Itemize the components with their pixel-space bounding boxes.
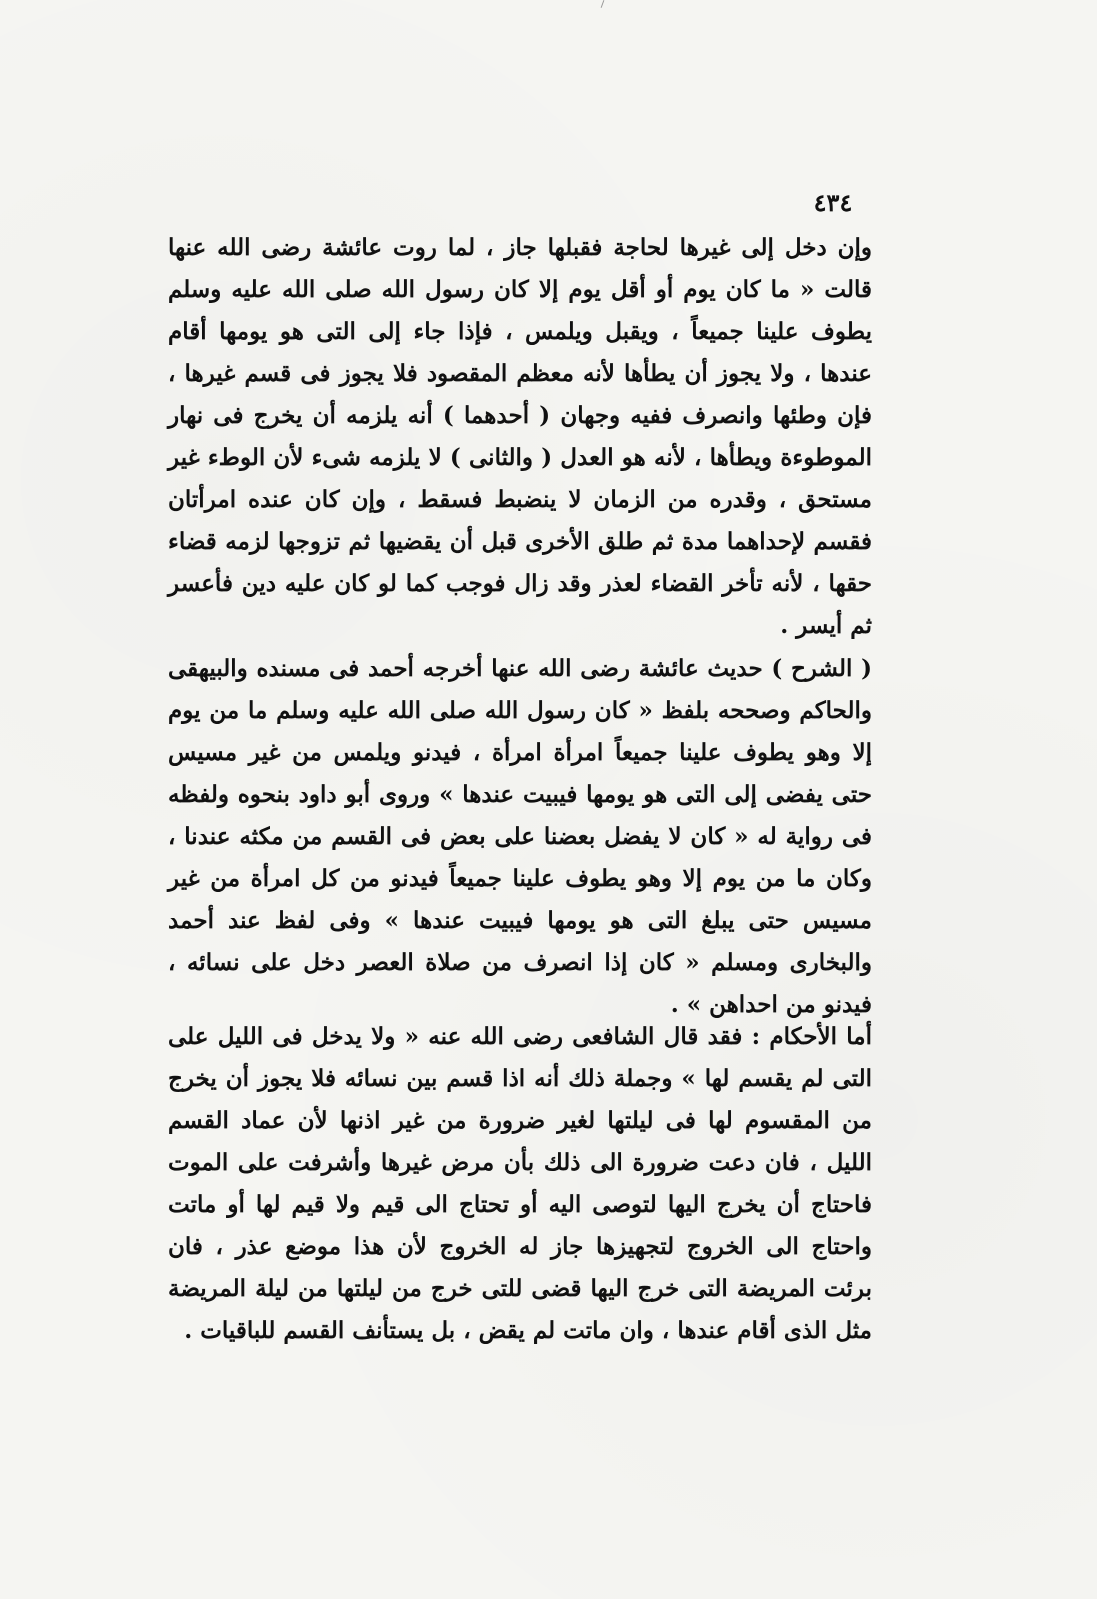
matn-text: وإن دخل إلى غيرها لحاجة فقبلها جاز ، لما روت عائشة رضى الله عنها قالت « ما كان يوم أو أقل يوم إلا كان رسول الله صلى الله عليه وسلم يطوف علينا جميعاً ، ويقبل ويلمس ، فإذا جاء إلى التى هو يومها أقام عندها ، ولا يجوز أن يطأها لأنه معظم المقصود فلا يجوز فى قسم غيرها ، فإن وطئها وانصرف ففيه وجهان ( أحدهما ) أنه يلزمه أن يخرج فى نهار الموطوءة ويطأها ، لأنه هو العدل ( والثانى ) لا يلزمه شىء لأن الوطء غير مستحق ، وقدره من الزمان لا ينضبط فسقط ، وإن كان عنده امرأتان فقسم لإحداهما مدة ثم طلق الأخرى قبل أن يقضيها ثم تزوجها لزمه قضاء حقها ، لأنه تأخر القضاء لعذر وقد زال فوجب كما لو كان عليه دين فأعسر ثم أيسر .	[168, 234, 872, 639]
sharh-text: ( الشرح ) حديث عائشة رضى الله عنها أخرجه أحمد فى مسنده والبيهقى والحاكم وصححه بلفظ « كان رسول الله صلى الله عليه وسلم ما من يوم إلا وهو يطوف علينا جميعاً امرأة امرأة ، فيدنو ويلمس من غير مسيس حتى يفضى إلى التى هو يومها فيبيت عندها » وروى أبو داود بنحوه ولفظه فى رواية له « كان لا يفضل بعضنا على بعض فى القسم من مكثه عندنا ، وكان ما من يوم إلا وهو يطوف علينا جميعاً فيدنو من كل امرأة من غير مسيس حتى يبلغ التى هو يومها فيبيت عندها » وفى لفظ عند أحمد والبخارى ومسلم « كان إذا انصرف من صلاة العصر دخل على نسائه ، فيدنو من احداهن » .	[168, 655, 872, 1018]
page-number: ٤٣٤	[813, 188, 853, 217]
main-text-paragraph	[168, 227, 872, 647]
ahkam-text: أما الأحكام : فقد قال الشافعى رضى الله عنه « ولا يدخل فى الليل على التى لم يقسم لها » وجملة ذلك أنه اذا قسم بين نسائه فلا يجوز أن يخرج من المقسوم لها فى ليلتها لغير ضرورة من غير اذنها لأن عماد القسم الليل ، فان دعت ضرورة الى ذلك بأن مرض غيرها وأشرفت على الموت فاحتاج أن يخرج اليها لتوصى اليه أو تحتاج الى قيم ولا قيم لها أو ماتت واحتاج الى الخروج لتجهيزها جاز له الخروج لأن هذا موضع عذر ، فان برئت المريضة التى خرج اليها قضى للتى خرج من ليلتها من ليلة المريضة مثل الذى أقام عندها ، وان ماتت لم يقض ، بل يستأنف القسم للباقيات .	[168, 1023, 872, 1344]
rulings-paragraph	[168, 1016, 872, 1352]
scan-mark	[601, 0, 605, 8]
commentary-paragraph	[168, 648, 872, 1026]
